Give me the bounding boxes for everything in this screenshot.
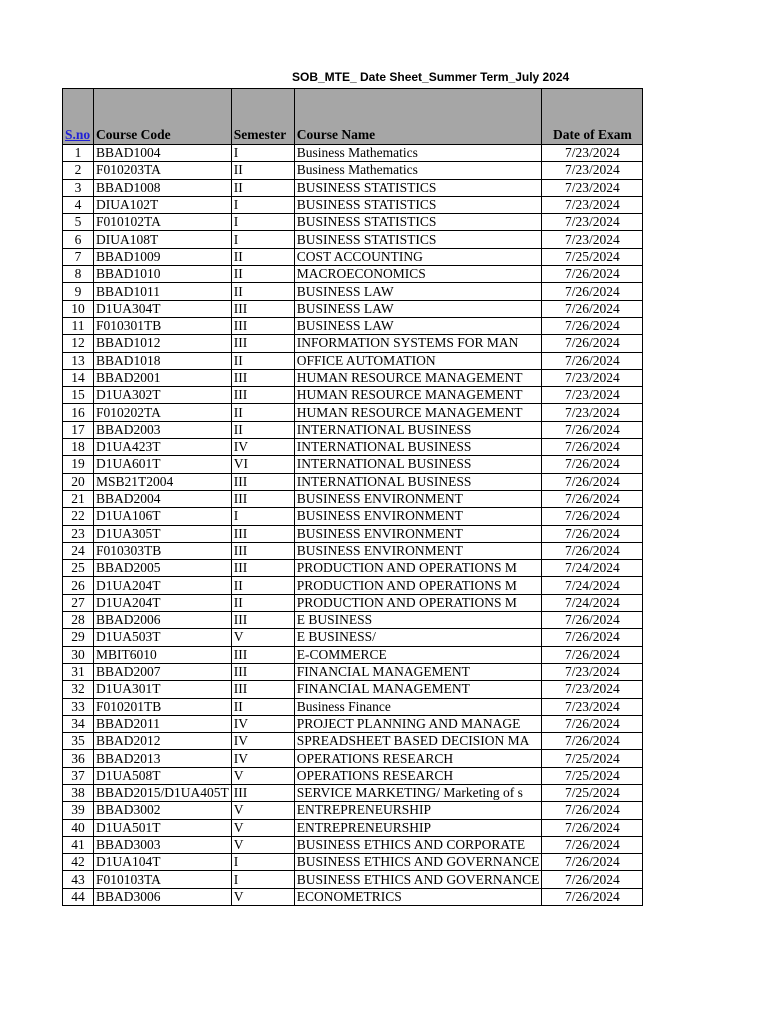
cell-course-name: PROJECT PLANNING AND MANAGE xyxy=(294,715,542,732)
cell-semester: V xyxy=(231,802,294,819)
cell-sno: 32 xyxy=(63,681,94,698)
cell-course-name: COST ACCOUNTING xyxy=(294,248,542,265)
cell-course-code: D1UA601T xyxy=(94,456,232,473)
cell-date-of-exam: 7/26/2024 xyxy=(542,836,643,853)
cell-course-code: BBAD1008 xyxy=(94,179,232,196)
cell-semester: III xyxy=(231,542,294,559)
table-row xyxy=(63,439,643,456)
cell-date-of-exam: 7/24/2024 xyxy=(542,560,643,577)
cell-sno: 25 xyxy=(63,560,94,577)
cell-course-name: BUSINESS ETHICS AND GOVERNANCE xyxy=(294,871,542,888)
cell-date-of-exam: 7/26/2024 xyxy=(542,733,643,750)
cell-course-name: BUSINESS ENVIRONMENT xyxy=(294,542,542,559)
cell-semester: II xyxy=(231,404,294,421)
table-row xyxy=(63,888,643,905)
table-row xyxy=(63,629,643,646)
table-row xyxy=(63,196,643,213)
table-row xyxy=(63,871,643,888)
cell-date-of-exam: 7/26/2024 xyxy=(542,266,643,283)
cell-semester: III xyxy=(231,612,294,629)
cell-course-name: BUSINESS STATISTICS xyxy=(294,179,542,196)
cell-semester: III xyxy=(231,681,294,698)
cell-date-of-exam: 7/23/2024 xyxy=(542,681,643,698)
cell-semester: I xyxy=(231,508,294,525)
cell-semester: II xyxy=(231,162,294,179)
cell-sno: 12 xyxy=(63,335,94,352)
cell-course-code: D1UA304T xyxy=(94,300,232,317)
cell-course-code: BBAD2006 xyxy=(94,612,232,629)
table-row xyxy=(63,767,643,784)
cell-sno: 33 xyxy=(63,698,94,715)
cell-course-code: BBAD3003 xyxy=(94,836,232,853)
cell-semester: III xyxy=(231,490,294,507)
cell-date-of-exam: 7/26/2024 xyxy=(542,421,643,438)
cell-date-of-exam: 7/26/2024 xyxy=(542,854,643,871)
cell-course-name: BUSINESS STATISTICS xyxy=(294,231,542,248)
table-row xyxy=(63,715,643,732)
cell-sno: 7 xyxy=(63,248,94,265)
cell-sno: 36 xyxy=(63,750,94,767)
cell-sno: 39 xyxy=(63,802,94,819)
table-row xyxy=(63,300,643,317)
table-row xyxy=(63,594,643,611)
cell-course-name: BUSINESS ENVIRONMENT xyxy=(294,490,542,507)
cell-sno: 16 xyxy=(63,404,94,421)
table-row xyxy=(63,560,643,577)
cell-course-code: BBAD2007 xyxy=(94,663,232,680)
table-row xyxy=(63,836,643,853)
cell-sno: 11 xyxy=(63,317,94,334)
cell-course-name: SERVICE MARKETING/ Marketing of s xyxy=(294,784,542,801)
table-row xyxy=(63,525,643,542)
cell-course-name: E-COMMERCE xyxy=(294,646,542,663)
cell-date-of-exam: 7/25/2024 xyxy=(542,767,643,784)
cell-course-name: SPREADSHEET BASED DECISION MA xyxy=(294,733,542,750)
cell-sno: 10 xyxy=(63,300,94,317)
cell-course-name: BUSINESS STATISTICS xyxy=(294,196,542,213)
cell-sno: 44 xyxy=(63,888,94,905)
cell-date-of-exam: 7/26/2024 xyxy=(542,715,643,732)
cell-semester: II xyxy=(231,248,294,265)
table-row xyxy=(63,317,643,334)
cell-sno: 34 xyxy=(63,715,94,732)
cell-semester: III xyxy=(231,525,294,542)
cell-sno: 30 xyxy=(63,646,94,663)
cell-date-of-exam: 7/24/2024 xyxy=(542,594,643,611)
cell-sno: 3 xyxy=(63,179,94,196)
cell-sno: 28 xyxy=(63,612,94,629)
cell-date-of-exam: 7/26/2024 xyxy=(542,439,643,456)
cell-course-code: BBAD2011 xyxy=(94,715,232,732)
header-course-name: Course Name xyxy=(294,89,542,145)
cell-date-of-exam: 7/26/2024 xyxy=(542,317,643,334)
cell-course-code: D1UA501T xyxy=(94,819,232,836)
date-sheet-table xyxy=(62,88,643,906)
cell-course-code: F010103TA xyxy=(94,871,232,888)
cell-sno: 31 xyxy=(63,663,94,680)
header-row xyxy=(63,89,643,145)
cell-semester: IV xyxy=(231,733,294,750)
cell-semester: V xyxy=(231,767,294,784)
table-row xyxy=(63,612,643,629)
cell-semester: III xyxy=(231,663,294,680)
cell-semester: II xyxy=(231,179,294,196)
table-row xyxy=(63,750,643,767)
cell-course-code: D1UA204T xyxy=(94,594,232,611)
cell-sno: 4 xyxy=(63,196,94,213)
cell-date-of-exam: 7/25/2024 xyxy=(542,248,643,265)
cell-course-name: PRODUCTION AND OPERATIONS M xyxy=(294,577,542,594)
table-row xyxy=(63,681,643,698)
table-row xyxy=(63,248,643,265)
table-row xyxy=(63,456,643,473)
cell-course-code: F010203TA xyxy=(94,162,232,179)
cell-semester: II xyxy=(231,577,294,594)
cell-course-name: INTERNATIONAL BUSINESS xyxy=(294,439,542,456)
cell-sno: 22 xyxy=(63,508,94,525)
sno-link[interactable]: S.no xyxy=(65,127,91,142)
cell-date-of-exam: 7/23/2024 xyxy=(542,179,643,196)
cell-date-of-exam: 7/26/2024 xyxy=(542,456,643,473)
cell-semester: I xyxy=(231,214,294,231)
cell-semester: IV xyxy=(231,715,294,732)
cell-course-code: BBAD2001 xyxy=(94,369,232,386)
cell-semester: I xyxy=(231,854,294,871)
cell-course-code: BBAD1004 xyxy=(94,145,232,162)
cell-course-name: INFORMATION SYSTEMS FOR MAN xyxy=(294,335,542,352)
table-row xyxy=(63,214,643,231)
table-row xyxy=(63,335,643,352)
cell-semester: I xyxy=(231,145,294,162)
cell-course-code: BBAD1009 xyxy=(94,248,232,265)
cell-course-name: FINANCIAL MANAGEMENT xyxy=(294,663,542,680)
cell-semester: II xyxy=(231,283,294,300)
cell-course-name: BUSINESS ENVIRONMENT xyxy=(294,525,542,542)
cell-course-code: D1UA106T xyxy=(94,508,232,525)
cell-semester: III xyxy=(231,560,294,577)
table-row xyxy=(63,266,643,283)
cell-course-name: BUSINESS LAW xyxy=(294,317,542,334)
cell-sno: 35 xyxy=(63,733,94,750)
cell-sno: 2 xyxy=(63,162,94,179)
cell-semester: V xyxy=(231,836,294,853)
cell-date-of-exam: 7/26/2024 xyxy=(542,819,643,836)
table-row xyxy=(63,577,643,594)
header-sno[interactable] xyxy=(63,89,94,145)
cell-sno: 27 xyxy=(63,594,94,611)
cell-course-code: D1UA503T xyxy=(94,629,232,646)
cell-course-code: F010202TA xyxy=(94,404,232,421)
table-row xyxy=(63,352,643,369)
cell-course-name: Business Mathematics xyxy=(294,162,542,179)
cell-date-of-exam: 7/23/2024 xyxy=(542,162,643,179)
cell-semester: I xyxy=(231,196,294,213)
cell-course-name: E BUSINESS xyxy=(294,612,542,629)
cell-semester: III xyxy=(231,473,294,490)
table-row xyxy=(63,145,643,162)
cell-course-code: BBAD3006 xyxy=(94,888,232,905)
header-date-of-exam: Date of Exam xyxy=(542,89,643,145)
cell-date-of-exam: 7/26/2024 xyxy=(542,542,643,559)
cell-course-name: BUSINESS LAW xyxy=(294,300,542,317)
cell-sno: 38 xyxy=(63,784,94,801)
cell-course-name: BUSINESS ETHICS AND GOVERNANCE xyxy=(294,854,542,871)
cell-course-code: BBAD1018 xyxy=(94,352,232,369)
table-row xyxy=(63,369,643,386)
cell-sno: 43 xyxy=(63,871,94,888)
cell-course-code: BBAD3002 xyxy=(94,802,232,819)
cell-course-code: D1UA423T xyxy=(94,439,232,456)
table-row xyxy=(63,854,643,871)
cell-course-code: BBAD1012 xyxy=(94,335,232,352)
cell-course-code: D1UA305T xyxy=(94,525,232,542)
cell-course-name: MACROECONOMICS xyxy=(294,266,542,283)
cell-semester: II xyxy=(231,352,294,369)
table-row xyxy=(63,698,643,715)
cell-semester: II xyxy=(231,421,294,438)
cell-date-of-exam: 7/23/2024 xyxy=(542,387,643,404)
table-row xyxy=(63,421,643,438)
cell-sno: 21 xyxy=(63,490,94,507)
cell-course-name: FINANCIAL MANAGEMENT xyxy=(294,681,542,698)
cell-course-name: OPERATIONS RESEARCH xyxy=(294,750,542,767)
cell-date-of-exam: 7/23/2024 xyxy=(542,145,643,162)
table-row xyxy=(63,473,643,490)
cell-semester: III xyxy=(231,387,294,404)
cell-sno: 23 xyxy=(63,525,94,542)
cell-course-name: INTERNATIONAL BUSINESS xyxy=(294,456,542,473)
cell-semester: V xyxy=(231,888,294,905)
cell-course-code: D1UA508T xyxy=(94,767,232,784)
table-row xyxy=(63,162,643,179)
cell-semester: VI xyxy=(231,456,294,473)
cell-sno: 8 xyxy=(63,266,94,283)
cell-course-code: F010303TB xyxy=(94,542,232,559)
cell-semester: II xyxy=(231,266,294,283)
cell-semester: II xyxy=(231,594,294,611)
cell-semester: III xyxy=(231,784,294,801)
cell-course-code: F010102TA xyxy=(94,214,232,231)
cell-date-of-exam: 7/26/2024 xyxy=(542,473,643,490)
cell-semester: III xyxy=(231,317,294,334)
cell-course-code: MBIT6010 xyxy=(94,646,232,663)
cell-semester: I xyxy=(231,871,294,888)
cell-course-name: BUSINESS ENVIRONMENT xyxy=(294,508,542,525)
cell-course-name: HUMAN RESOURCE MANAGEMENT xyxy=(294,369,542,386)
cell-date-of-exam: 7/24/2024 xyxy=(542,577,643,594)
cell-sno: 24 xyxy=(63,542,94,559)
cell-date-of-exam: 7/23/2024 xyxy=(542,404,643,421)
cell-course-code: DIUA102T xyxy=(94,196,232,213)
cell-date-of-exam: 7/26/2024 xyxy=(542,646,643,663)
cell-sno: 14 xyxy=(63,369,94,386)
cell-course-code: DIUA108T xyxy=(94,231,232,248)
cell-course-name: PRODUCTION AND OPERATIONS M xyxy=(294,560,542,577)
cell-sno: 37 xyxy=(63,767,94,784)
cell-semester: IV xyxy=(231,439,294,456)
cell-sno: 13 xyxy=(63,352,94,369)
cell-course-name: BUSINESS LAW xyxy=(294,283,542,300)
table-row xyxy=(63,819,643,836)
cell-date-of-exam: 7/26/2024 xyxy=(542,888,643,905)
cell-semester: III xyxy=(231,335,294,352)
table-row xyxy=(63,646,643,663)
cell-course-name: BUSINESS ETHICS AND CORPORATE xyxy=(294,836,542,853)
table-row xyxy=(63,283,643,300)
cell-date-of-exam: 7/26/2024 xyxy=(542,629,643,646)
cell-date-of-exam: 7/26/2024 xyxy=(542,490,643,507)
cell-sno: 41 xyxy=(63,836,94,853)
cell-date-of-exam: 7/26/2024 xyxy=(542,352,643,369)
cell-course-name: HUMAN RESOURCE MANAGEMENT xyxy=(294,387,542,404)
cell-course-name: OFFICE AUTOMATION xyxy=(294,352,542,369)
cell-date-of-exam: 7/25/2024 xyxy=(542,784,643,801)
cell-course-code: BBAD1011 xyxy=(94,283,232,300)
cell-sno: 9 xyxy=(63,283,94,300)
cell-course-code: D1UA104T xyxy=(94,854,232,871)
cell-course-name: Business Finance xyxy=(294,698,542,715)
cell-course-code: BBAD2003 xyxy=(94,421,232,438)
cell-sno: 5 xyxy=(63,214,94,231)
cell-course-code: F010201TB xyxy=(94,698,232,715)
cell-date-of-exam: 7/26/2024 xyxy=(542,612,643,629)
table-row xyxy=(63,508,643,525)
table-row xyxy=(63,231,643,248)
cell-date-of-exam: 7/23/2024 xyxy=(542,231,643,248)
table-row xyxy=(63,490,643,507)
cell-semester: IV xyxy=(231,750,294,767)
table-row xyxy=(63,387,643,404)
cell-course-name: ENTREPRENEURSHIP xyxy=(294,802,542,819)
table-row xyxy=(63,663,643,680)
sheet-title: SOB_MTE_ Date Sheet_Summer Term_July 2024 xyxy=(292,70,570,84)
cell-course-code: MSB21T2004 xyxy=(94,473,232,490)
table-row xyxy=(63,733,643,750)
cell-semester: V xyxy=(231,629,294,646)
cell-date-of-exam: 7/26/2024 xyxy=(542,525,643,542)
cell-date-of-exam: 7/26/2024 xyxy=(542,335,643,352)
cell-semester: III xyxy=(231,300,294,317)
cell-date-of-exam: 7/23/2024 xyxy=(542,369,643,386)
cell-sno: 17 xyxy=(63,421,94,438)
table-row xyxy=(63,179,643,196)
cell-sno: 29 xyxy=(63,629,94,646)
cell-date-of-exam: 7/26/2024 xyxy=(542,871,643,888)
table-row xyxy=(63,404,643,421)
cell-semester: V xyxy=(231,819,294,836)
cell-date-of-exam: 7/23/2024 xyxy=(542,196,643,213)
header-course-code: Course Code xyxy=(94,89,232,145)
cell-course-name: Business Mathematics xyxy=(294,145,542,162)
cell-date-of-exam: 7/26/2024 xyxy=(542,300,643,317)
cell-course-name: OPERATIONS RESEARCH xyxy=(294,767,542,784)
table-row xyxy=(63,542,643,559)
table-row xyxy=(63,802,643,819)
cell-sno: 6 xyxy=(63,231,94,248)
cell-course-code: BBAD2013 xyxy=(94,750,232,767)
cell-course-code: BBAD2004 xyxy=(94,490,232,507)
cell-sno: 19 xyxy=(63,456,94,473)
cell-semester: III xyxy=(231,369,294,386)
cell-course-code: BBAD2005 xyxy=(94,560,232,577)
cell-sno: 20 xyxy=(63,473,94,490)
cell-course-code: D1UA302T xyxy=(94,387,232,404)
cell-sno: 18 xyxy=(63,439,94,456)
cell-course-name: HUMAN RESOURCE MANAGEMENT xyxy=(294,404,542,421)
cell-course-name: INTERNATIONAL BUSINESS xyxy=(294,421,542,438)
cell-course-name: ECONOMETRICS xyxy=(294,888,542,905)
cell-semester: II xyxy=(231,698,294,715)
cell-date-of-exam: 7/23/2024 xyxy=(542,663,643,680)
cell-date-of-exam: 7/23/2024 xyxy=(542,698,643,715)
cell-course-code: BBAD2012 xyxy=(94,733,232,750)
cell-course-code: D1UA204T xyxy=(94,577,232,594)
cell-date-of-exam: 7/23/2024 xyxy=(542,214,643,231)
cell-course-name: ENTREPRENEURSHIP xyxy=(294,819,542,836)
cell-sno: 40 xyxy=(63,819,94,836)
cell-course-code: BBAD2015/D1UA405T xyxy=(94,784,232,801)
cell-date-of-exam: 7/26/2024 xyxy=(542,283,643,300)
cell-course-code: D1UA301T xyxy=(94,681,232,698)
cell-course-code: BBAD1010 xyxy=(94,266,232,283)
cell-course-name: BUSINESS STATISTICS xyxy=(294,214,542,231)
cell-sno: 42 xyxy=(63,854,94,871)
table-row xyxy=(63,784,643,801)
cell-course-code: F010301TB xyxy=(94,317,232,334)
cell-date-of-exam: 7/25/2024 xyxy=(542,750,643,767)
cell-semester: I xyxy=(231,231,294,248)
cell-date-of-exam: 7/26/2024 xyxy=(542,508,643,525)
cell-sno: 15 xyxy=(63,387,94,404)
cell-date-of-exam: 7/26/2024 xyxy=(542,802,643,819)
cell-course-name: INTERNATIONAL BUSINESS xyxy=(294,473,542,490)
header-semester: Semester xyxy=(231,89,294,145)
cell-sno: 1 xyxy=(63,145,94,162)
cell-sno: 26 xyxy=(63,577,94,594)
cell-course-name: PRODUCTION AND OPERATIONS M xyxy=(294,594,542,611)
cell-semester: III xyxy=(231,646,294,663)
cell-course-name: E BUSINESS/ xyxy=(294,629,542,646)
